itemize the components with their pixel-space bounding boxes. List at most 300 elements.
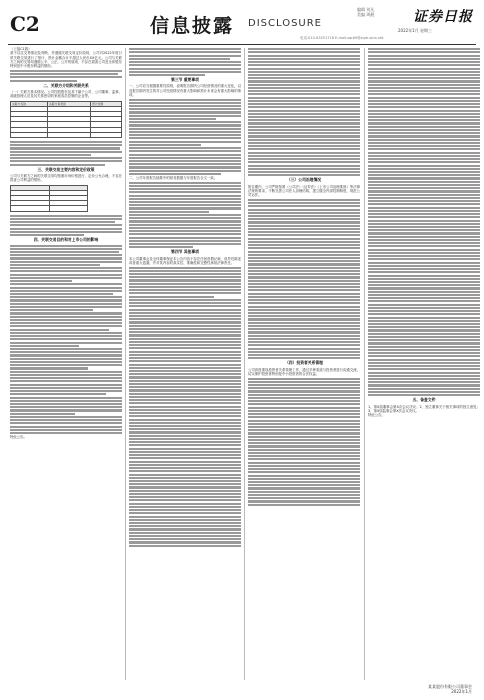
text-line [248, 74, 360, 76]
text-line [129, 538, 241, 540]
text-line [10, 157, 122, 159]
text-line [368, 381, 480, 383]
text-line [129, 402, 241, 404]
text-line [368, 58, 480, 60]
text-line [129, 230, 241, 232]
text-line [10, 154, 91, 156]
text-line [129, 182, 241, 184]
text-line [248, 254, 360, 256]
text-line [10, 80, 77, 82]
text-line [248, 397, 360, 399]
text-line [129, 237, 241, 239]
text-line [10, 393, 106, 395]
text-line [129, 124, 241, 126]
text-line [368, 223, 480, 225]
text-line [248, 458, 360, 460]
text-line [248, 504, 360, 506]
text-line [10, 254, 122, 256]
text-line [129, 364, 241, 366]
text-line [248, 142, 360, 144]
text-line [129, 305, 241, 307]
text-line [368, 126, 480, 128]
text-line [368, 113, 480, 115]
text-line [248, 113, 360, 115]
text-line [368, 255, 480, 257]
text-line [129, 425, 241, 427]
text-line [368, 388, 480, 390]
text-line [368, 135, 480, 137]
text-line [248, 119, 360, 121]
text-line [248, 247, 360, 249]
text-line [129, 198, 241, 200]
text-line [10, 160, 122, 162]
text-line [129, 48, 241, 50]
text-line [10, 384, 122, 386]
text-line [248, 471, 360, 473]
text-line [368, 278, 480, 280]
text-line [368, 51, 480, 53]
text-line [248, 165, 360, 167]
text-line [248, 276, 360, 278]
text-line [368, 329, 480, 331]
text-line [10, 164, 105, 166]
text-line [10, 429, 122, 431]
text-line [10, 293, 113, 295]
text-line [248, 481, 360, 483]
text-line [10, 251, 119, 253]
text-line [10, 280, 72, 282]
paragraph: 二、公司年度报告摘要中的财务数据与年度报告全文一致。 [129, 176, 218, 181]
text-line [129, 519, 241, 521]
issue-date: 2022年1月 星期三 [398, 28, 432, 33]
text-line [368, 323, 480, 325]
text-line [10, 406, 122, 408]
text-line [248, 410, 360, 412]
text-line [10, 303, 122, 305]
text-line [368, 391, 480, 393]
text-line [10, 296, 122, 298]
text-line [368, 97, 480, 99]
text-line [129, 412, 241, 414]
signature-block [428, 684, 472, 694]
text-line [368, 116, 480, 118]
text-line [10, 151, 122, 153]
text-line [248, 286, 360, 288]
text-line [368, 100, 480, 102]
text-line [248, 318, 360, 320]
text-line [129, 496, 241, 498]
text-line [248, 84, 360, 86]
text-line [368, 300, 480, 302]
text-line [10, 329, 109, 331]
text-line [129, 483, 241, 485]
text-line [248, 93, 360, 95]
text-line [129, 470, 241, 472]
text-line [368, 275, 480, 277]
text-line [248, 394, 360, 396]
text-line [129, 296, 214, 298]
text-line [10, 325, 122, 327]
text-line [248, 315, 360, 317]
text-line [368, 187, 480, 189]
text-line [129, 118, 216, 120]
text-line [129, 211, 209, 213]
text-line [129, 457, 241, 459]
text-line [129, 493, 241, 495]
text-line [10, 76, 122, 78]
text-line [129, 233, 241, 235]
paragraph: （一）关联方基本情况。公司控股股东及其下属子公司、公司董事、监事、高级管理人员及其关系密切的家庭成员控制的企业等。 [10, 89, 122, 99]
text-line [248, 68, 360, 70]
text-line [129, 315, 241, 317]
text-line [368, 132, 480, 134]
paragraph: 公司与关联方之间的关联交易均按照市场价格进行，定价公允合理，不存在损害公司利益的情形。 [10, 174, 122, 183]
text-line [129, 474, 241, 476]
text-line [368, 87, 480, 89]
text-line [129, 357, 241, 359]
text-line [129, 224, 241, 226]
text-line [368, 310, 480, 312]
text-line [368, 284, 480, 286]
text-line [10, 287, 122, 289]
text-line [129, 448, 241, 450]
table-cell [91, 132, 122, 137]
text-line [10, 322, 122, 324]
text-line [248, 439, 360, 441]
text-line [129, 318, 241, 320]
text-line [248, 341, 360, 343]
text-line [368, 320, 480, 322]
text-line [10, 422, 122, 424]
section-heading: 四、关联交易目的和对上市公司的影响 [33, 237, 99, 243]
text-line [129, 270, 241, 272]
column-divider [244, 48, 245, 680]
text-line [10, 416, 122, 418]
text-block [248, 48, 360, 176]
text-line [129, 331, 241, 333]
text-line [248, 64, 360, 66]
table-cell [48, 132, 91, 137]
text-line [129, 499, 241, 501]
text-line [368, 317, 480, 319]
text-line [129, 99, 241, 101]
section-heading: 第三节 重要事项 [171, 77, 199, 83]
text-line [248, 280, 360, 282]
text-line [129, 321, 241, 323]
text-line [368, 281, 480, 283]
text-line [368, 349, 480, 351]
section-heading: 二、关联方介绍和关联关系 [43, 82, 89, 88]
text-line [10, 413, 75, 415]
text-line [368, 197, 480, 199]
section-title: 信息披露 [150, 15, 235, 37]
text-line [368, 129, 480, 131]
text-line [248, 475, 360, 477]
text-line [129, 435, 241, 437]
text-line [129, 389, 241, 391]
text-line [10, 267, 122, 269]
text-line [10, 316, 122, 318]
text-line [129, 71, 241, 73]
text-line [368, 148, 480, 150]
text-line [368, 200, 480, 202]
text-line [368, 226, 480, 228]
text-line [368, 252, 480, 254]
text-line [10, 403, 122, 405]
text-line [129, 283, 241, 285]
text-line [248, 205, 360, 207]
text-line [368, 90, 480, 92]
text-line [368, 265, 480, 267]
text-line [248, 267, 360, 269]
text-line [129, 160, 241, 162]
text-line [248, 139, 360, 141]
text-line [368, 291, 480, 293]
text-line [368, 119, 480, 121]
text-line [129, 163, 241, 165]
editor-credits [357, 7, 374, 17]
text-line [10, 277, 122, 279]
text-line [10, 319, 122, 321]
closing-note: 特此公告。 [10, 435, 27, 440]
text-line [368, 232, 480, 234]
text-line [368, 77, 480, 79]
text-line [368, 372, 480, 374]
text-line [129, 409, 241, 411]
text-line [129, 396, 241, 398]
text-line [10, 306, 122, 308]
text-line [248, 478, 360, 480]
text-line [368, 74, 480, 76]
text-line [129, 525, 241, 527]
text-line [129, 406, 241, 408]
text-line [10, 245, 122, 247]
text-line [248, 436, 360, 438]
text-line [129, 108, 241, 110]
text-line [248, 357, 360, 359]
text-line [248, 110, 360, 112]
text-line [129, 141, 241, 143]
text-line [10, 409, 122, 411]
text-line [129, 516, 241, 518]
text-line [368, 368, 480, 370]
text-line [248, 331, 360, 333]
text-line [368, 84, 480, 86]
section-heading: 第四节 其他事项 [171, 249, 199, 255]
paragraph: 本公司董事会及全体董事保证本公告内容不存在任何虚假记载、误导性陈述或者重大遗漏，并对其内容的真实性、准确性和完整性承担法律责任。 [129, 256, 241, 266]
text-line [10, 261, 122, 263]
text-line [129, 102, 241, 104]
text-line [129, 227, 241, 229]
text-line [129, 240, 241, 242]
text-line [129, 328, 241, 330]
text-line [129, 431, 241, 433]
text-line [129, 137, 241, 139]
text-line [10, 390, 122, 392]
text-line [129, 393, 241, 395]
text-line [368, 177, 480, 179]
text-line [129, 464, 241, 466]
text-line [129, 503, 241, 505]
text-line [10, 426, 122, 428]
paragraph: 1、第X届董事会第X次会议决议；2、独立董事关于相关事项的独立意见；3、第X届监事会第X次会议决议。 [368, 404, 480, 413]
text-line [368, 378, 480, 380]
text-line [368, 80, 480, 82]
text-line [248, 309, 360, 311]
text-line [248, 103, 360, 105]
text-line [129, 376, 241, 378]
table-header-cell: 关联方名称 [11, 101, 48, 106]
text-line [248, 225, 360, 227]
text-line [129, 289, 241, 291]
text-line [368, 362, 480, 364]
text-line [129, 131, 241, 133]
text-line [129, 188, 241, 190]
text-line [368, 161, 480, 163]
text-line [129, 312, 241, 314]
text-line [129, 541, 241, 543]
text-line [10, 228, 122, 230]
text-line [248, 344, 360, 346]
text-line [368, 242, 480, 244]
text-line [248, 335, 360, 337]
text-block [10, 245, 122, 435]
text-line [129, 535, 241, 537]
text-line [248, 129, 360, 131]
text-line [248, 199, 360, 201]
text-line [129, 480, 241, 482]
header-rule [8, 44, 476, 45]
text-line [129, 61, 241, 63]
text-line [10, 342, 122, 344]
text-line [10, 374, 122, 376]
text-line [248, 238, 360, 240]
masthead [0, 0, 484, 44]
text-line [10, 332, 122, 334]
text-line [10, 299, 122, 301]
text-line [129, 58, 230, 60]
text-line [129, 170, 241, 172]
text-line [10, 400, 122, 402]
text-line [248, 135, 360, 137]
text-block [368, 48, 480, 396]
text-line [248, 148, 360, 150]
text-line [368, 336, 480, 338]
text-line [248, 48, 360, 50]
text-line [248, 484, 360, 486]
text-line [129, 334, 241, 336]
newspaper-logo: 证券日报 [413, 9, 473, 25]
text-line [129, 347, 241, 349]
text-line [368, 207, 480, 209]
text-line [248, 80, 360, 82]
text-line [10, 432, 122, 434]
text-line [368, 297, 480, 299]
text-line [368, 236, 480, 238]
text-line [129, 467, 241, 469]
text-line [248, 273, 360, 275]
text-line [368, 287, 480, 289]
paragraph: 一、公司应当根据重要性原则，说明报告期内公司经营情况的重大变化，以及报告期内发生的对公司经营情况有重大影响和预计未来会有重大影响的事项。 [129, 84, 241, 98]
text-line [368, 365, 480, 367]
text-line [248, 126, 360, 128]
text-line [129, 428, 241, 430]
text-line [248, 407, 360, 409]
text-line [368, 355, 480, 357]
table-cell [49, 206, 88, 211]
text-line [129, 512, 241, 514]
text-line [248, 132, 360, 134]
table-cell [11, 206, 50, 211]
text-line [129, 115, 241, 117]
text-line [248, 442, 360, 444]
text-line [248, 445, 360, 447]
text-line [129, 68, 241, 70]
text-line [248, 413, 360, 415]
text-line [248, 289, 360, 291]
text-line [248, 494, 360, 496]
text-line [129, 144, 201, 146]
text-line [248, 212, 360, 214]
text-line [129, 490, 241, 492]
text-line [248, 429, 360, 431]
text-line [129, 201, 241, 203]
text-line [248, 400, 360, 402]
text-line [129, 367, 241, 369]
text-line [10, 387, 122, 389]
column-divider [125, 48, 126, 680]
text-line [248, 348, 360, 350]
text-line [248, 241, 360, 243]
text-line [129, 454, 241, 456]
text-line [368, 181, 480, 183]
text-line [248, 322, 360, 324]
text-line [10, 248, 122, 250]
text-line [129, 204, 241, 206]
text-line [248, 260, 360, 262]
text-line [248, 497, 360, 499]
text-line [368, 139, 480, 141]
text-line [368, 190, 480, 192]
text-block [129, 99, 241, 175]
text-line [248, 58, 360, 60]
text-line [10, 270, 122, 272]
text-line [368, 64, 480, 66]
text-line [368, 155, 480, 157]
editor-name: 编辑 刘凡 [357, 7, 375, 12]
text-line [248, 378, 360, 380]
text-line [129, 415, 241, 417]
section-heading: 五、备查文件 [412, 397, 436, 403]
text-line [368, 61, 480, 63]
text-line [10, 348, 122, 350]
text-line [248, 152, 360, 154]
text-line [129, 309, 241, 311]
text-line [129, 220, 241, 222]
text-line [10, 290, 122, 292]
text-block [248, 199, 360, 360]
text-line [368, 258, 480, 260]
text-line [368, 122, 480, 124]
text-line [248, 106, 360, 108]
text-line [248, 468, 360, 470]
table-row [11, 206, 88, 211]
text-line [248, 100, 360, 102]
text-line [129, 383, 241, 385]
text-line [10, 144, 122, 146]
text-line [368, 304, 480, 306]
text-column-4 [368, 47, 480, 683]
